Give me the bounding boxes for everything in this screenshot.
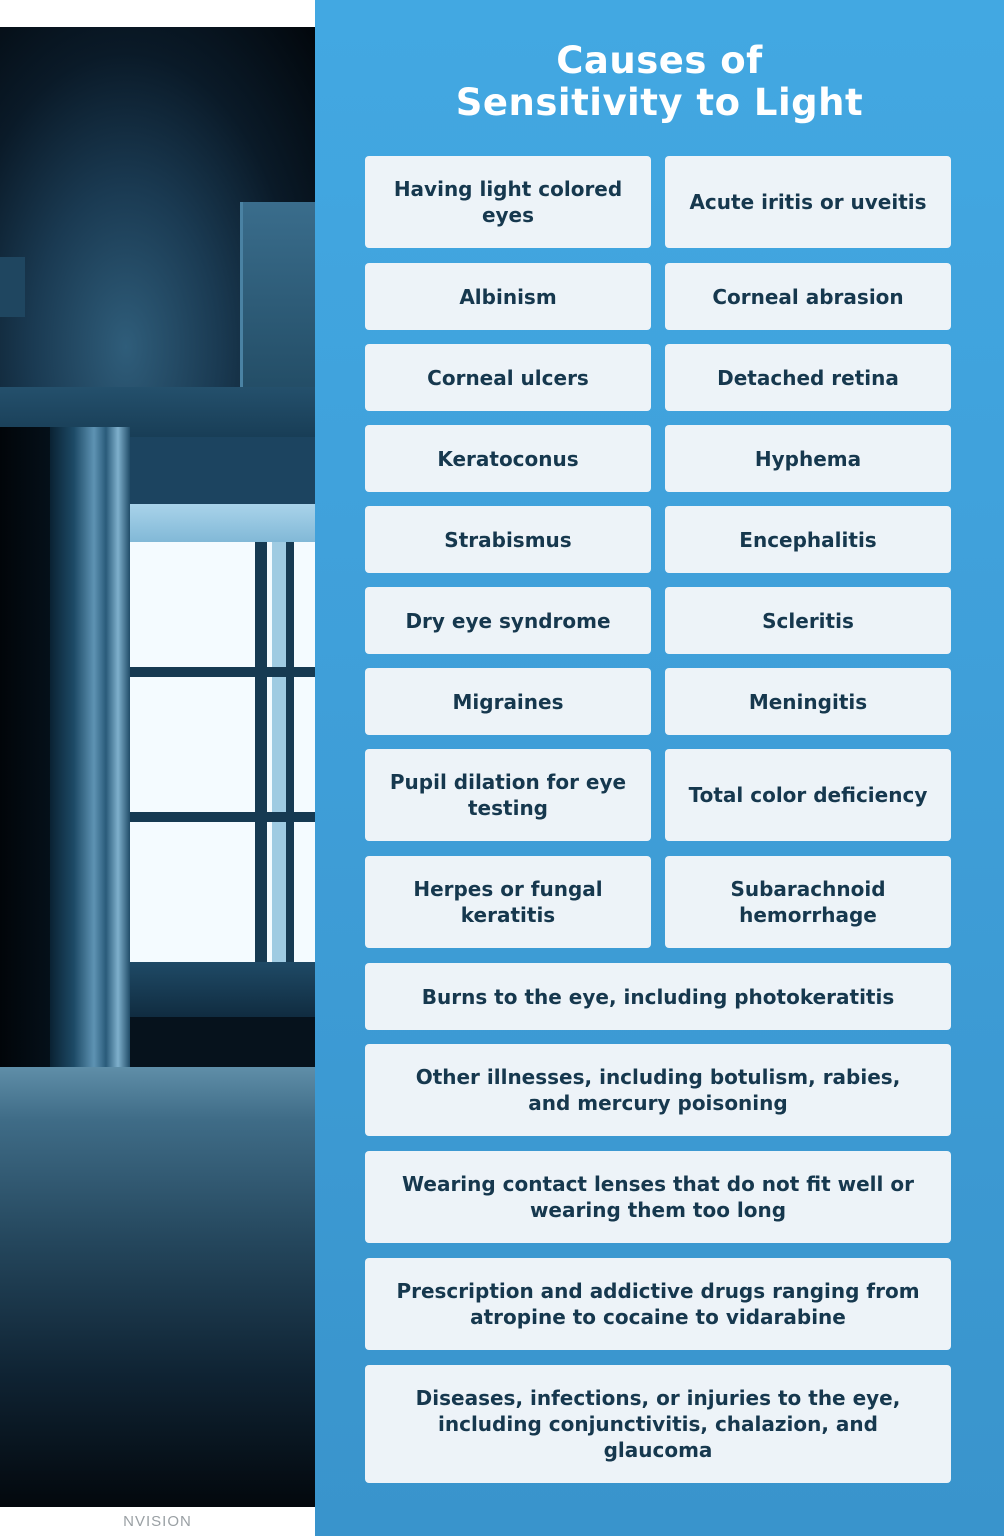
- cause-label: Corneal abrasion: [712, 284, 904, 309]
- cause-label: Corneal ulcers: [427, 365, 589, 390]
- cause-card: [665, 263, 951, 330]
- cause-label: Pupil dilation for eye testing: [389, 770, 627, 820]
- left-photo-panel: [0, 0, 315, 1536]
- cause-label: Subarachnoid hemorrhage: [730, 877, 886, 927]
- cause-card: [665, 344, 951, 411]
- room-window-photo: [0, 27, 315, 1507]
- title-line-2: Sensitivity to Light: [455, 81, 864, 124]
- cause-card: [365, 1151, 951, 1243]
- cause-card: [365, 263, 651, 330]
- cause-card: [665, 856, 951, 948]
- cause-card: [365, 156, 651, 248]
- cause-card: [365, 1044, 951, 1136]
- cause-card: [365, 749, 651, 841]
- cause-card: [365, 344, 651, 411]
- cause-label: Other illnesses, including botulism, rabies, and mercury poisoning: [415, 1065, 901, 1115]
- cause-label: Meningitis: [748, 689, 868, 714]
- cause-label: Encephalitis: [739, 527, 877, 552]
- cause-card: [365, 1365, 951, 1483]
- cause-card: [665, 156, 951, 248]
- cause-card: [365, 963, 951, 1030]
- cause-label: Detached retina: [717, 365, 899, 390]
- window-mullion: [286, 542, 294, 972]
- window-mullion: [272, 542, 286, 972]
- cause-label: Diseases, infections, or injuries to the eye, including conjunctivitis, chalazion, and glaucoma: [415, 1386, 901, 1462]
- window-mullion: [118, 667, 315, 677]
- nvision-logo: NVISION: [123, 1513, 192, 1530]
- cause-card: [365, 587, 651, 654]
- cause-card: [665, 425, 951, 492]
- page-title: [315, 40, 1004, 124]
- cause-card: [365, 1258, 951, 1350]
- cause-label: Wearing contact lenses that do not fit well or wearing them too long: [402, 1172, 914, 1222]
- cause-label: Herpes or fungal keratitis: [413, 877, 603, 927]
- cause-label: Keratoconus: [437, 446, 579, 471]
- window-header: [118, 504, 315, 544]
- cause-card: [665, 668, 951, 735]
- cause-card: [665, 587, 951, 654]
- cause-label: Prescription and addictive drugs ranging from atropine to cocaine to vidarabine: [396, 1279, 920, 1329]
- cause-label: Migraines: [452, 689, 564, 714]
- cause-card: [365, 425, 651, 492]
- window-sill: [118, 962, 315, 1017]
- carpet-floor: [0, 1067, 315, 1507]
- cause-label: Burns to the eye, including photokeratitis: [421, 984, 895, 1009]
- title-line-1: Causes of: [556, 39, 763, 82]
- curtain: [50, 427, 130, 1067]
- window-mullion: [118, 812, 315, 822]
- cause-card: [365, 668, 651, 735]
- ceiling-light-panel: [240, 202, 315, 392]
- under-window-wall: [118, 1017, 315, 1067]
- ceiling-light-panel: [0, 257, 25, 317]
- cause-label: Total color deficiency: [688, 783, 928, 807]
- cause-card: [365, 856, 651, 948]
- causes-panel: [315, 0, 1004, 1536]
- cause-label: Dry eye syndrome: [405, 608, 611, 633]
- footer: [0, 1507, 315, 1536]
- cause-card: [665, 749, 951, 841]
- cause-label: Scleritis: [762, 608, 854, 633]
- cause-label: Strabismus: [444, 527, 572, 552]
- cause-card: [665, 506, 951, 573]
- cause-label: Hyphema: [754, 446, 862, 471]
- cause-label: Acute iritis or uveitis: [689, 190, 927, 214]
- cause-card: [365, 506, 651, 573]
- cause-label: Having light colored eyes: [393, 177, 623, 227]
- cause-label: Albinism: [459, 284, 557, 309]
- window-mullion: [255, 542, 267, 972]
